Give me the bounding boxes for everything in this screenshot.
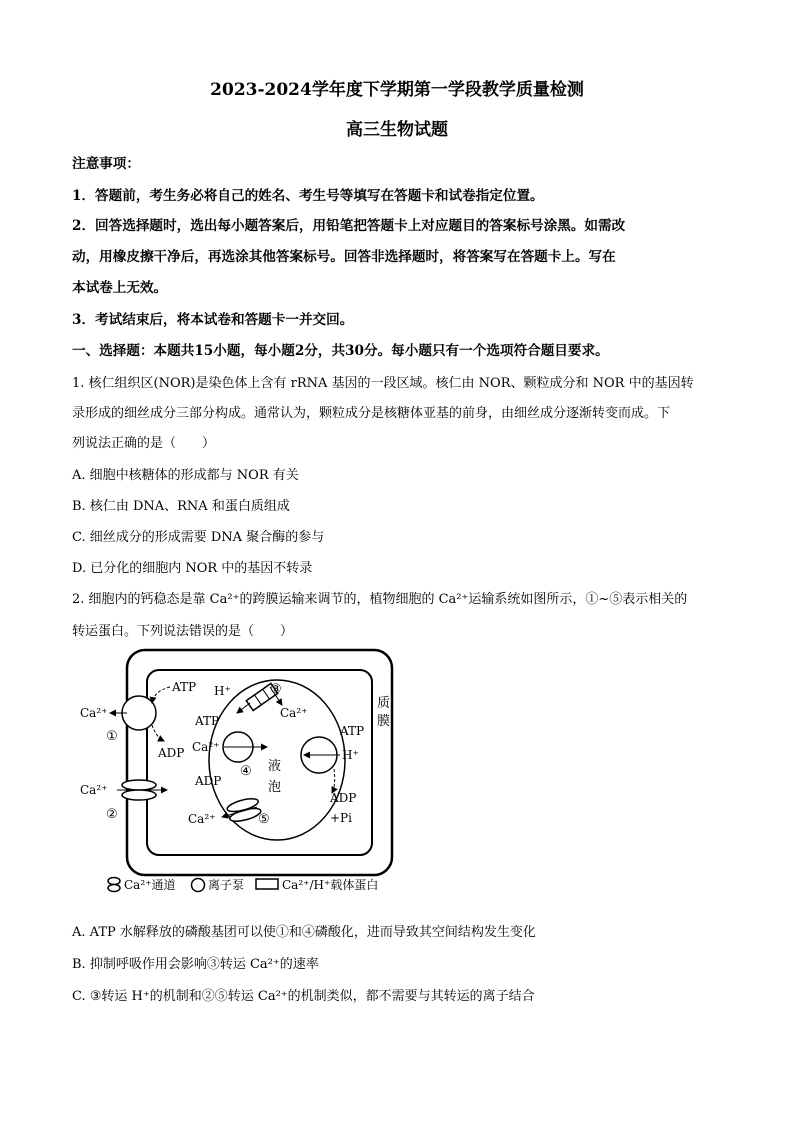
adp-label-1: ADP [158, 746, 185, 760]
num-2: ② [106, 807, 118, 822]
note-2-line-2: 动，用橡皮擦干净后，再选涂其他答案标号。回答非选择题时，将答案写在答题卡上。写在 [72, 249, 616, 265]
atp-label-h: ATP [340, 724, 365, 738]
channel-2-bottom [122, 790, 156, 800]
adp-label-4: ADP [195, 774, 222, 788]
num-5: ⑤ [258, 812, 270, 827]
ca-label-2: Ca²⁺ [80, 783, 108, 797]
h-label-2: H⁺ [342, 748, 359, 762]
q2-option-c: C. ③转运 H⁺的机制和②⑤转运 Ca²⁺的机制类似，都不需要与其转运的离子结合 [72, 989, 535, 1004]
note-3: 3．考试结束后，将本试卷和答题卡一并交回。 [72, 312, 354, 328]
q1-option-a: A. 细胞中核糖体的形成都与 NOR 有关 [72, 468, 299, 483]
q2-option-b: B. 抑制呼吸作用会影响③转运 Ca²⁺的速率 [72, 957, 319, 972]
q2-option-a: A. ATP 水解释放的磷酸基团可以使①和④磷酸化，进而导致其空间结构发生变化 [72, 925, 536, 940]
vacuole-label-1: 液 [268, 759, 282, 774]
atp-label-4: ATP [195, 714, 220, 728]
membrane-label-1: 质 [377, 696, 391, 711]
q1-stem-line-2: 录形成的细丝成分三部分构成。通常认为，颗粒成分是核糖体亚基的前身，由细丝成分逐渐转变而成。下 [72, 406, 671, 421]
q1-stem-line-3: 列说法正确的是（ ） [72, 436, 216, 451]
ca-label-4: Ca²⁺ [192, 740, 220, 754]
legend-carrier: Ca²⁺/H⁺载体蛋白 [282, 878, 379, 892]
channel-2-top [122, 780, 156, 790]
channel-5 [226, 796, 262, 824]
q2-stem-line-1: 2. 细胞内的钙稳态是靠 Ca²⁺的跨膜运输来调节的，植物细胞的 Ca²⁺运输系统如图所示，①~⑤表示相关的 [72, 592, 688, 607]
num-3: ③ [270, 682, 282, 697]
q1-option-b: B. 核仁由 DNA、RNA 和蛋白质组成 [72, 499, 290, 514]
ca-label-5: Ca²⁺ [188, 812, 216, 826]
q1-stem-line-1: 1. 核仁组织区(NOR)是染色体上含有 rRNA 基因的一段区域。核仁由 NOR、颗粒成分和 NOR 中的基因转 [72, 376, 694, 391]
ca-label-3: Ca²⁺ [280, 706, 308, 720]
cell-wall [127, 650, 392, 875]
ca-label-1: Ca²⁺ [80, 706, 108, 720]
vacuole-label-2: 泡 [268, 780, 282, 795]
q1-option-c: C. 细丝成分的形成需要 DNA 聚合酶的参与 [72, 530, 325, 545]
legend [108, 877, 378, 892]
calcium-transport-diagram [72, 645, 432, 900]
atp-label-1: ATP [172, 680, 197, 694]
adp-label-h: ADP [330, 791, 357, 805]
q1-option-d: D. 已分化的细胞内 NOR 中的基因不转录 [72, 561, 313, 576]
pump-1 [122, 696, 156, 730]
h-label-1: H⁺ [214, 684, 231, 698]
note-2-line-1: 2．回答选择题时，选出每小题答案后，用铅笔把答题卡上对应题目的答案标号涂黑。如需改 [72, 218, 626, 234]
note-2-line-3: 本试卷上无效。 [72, 280, 168, 296]
exam-subtitle: 高三生物试题 [346, 120, 448, 140]
notes-heading: 注意事项： [72, 156, 140, 172]
legend-channel: Ca²⁺通道 [124, 878, 176, 892]
pi-label: +Pi [330, 811, 352, 825]
exam-title: 2023-2024学年度下学期第一学段教学质量检测 [210, 80, 584, 100]
num-1: ① [106, 729, 118, 744]
num-4: ④ [240, 764, 252, 779]
legend-pump: 离子泵 [208, 878, 245, 892]
section-1-heading: 一、选择题：本题共15小题，每小题2分，共30分。每小题只有一个选项符合题目要求。 [72, 343, 609, 359]
note-1: 1．答题前，考生务必将自己的姓名、考生号等填写在答题卡和试卷指定位置。 [72, 188, 544, 204]
membrane-label-2: 膜 [377, 714, 391, 729]
q2-stem-line-2: 转运蛋白。下列说法错误的是（ ） [72, 624, 294, 639]
